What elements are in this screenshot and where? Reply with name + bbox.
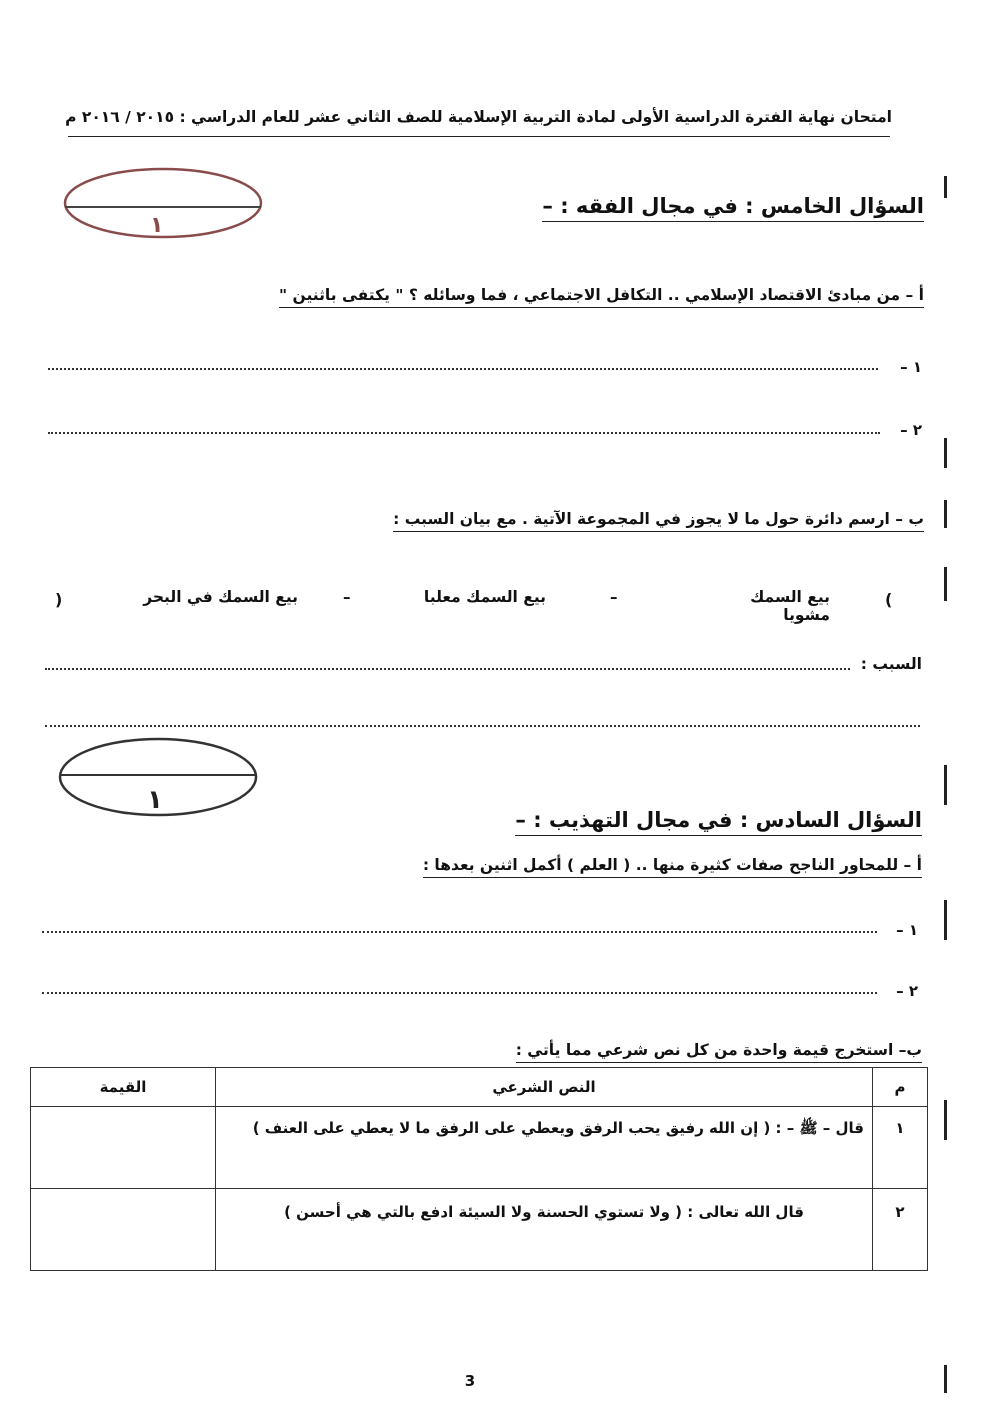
scan-edge-mark: [944, 567, 947, 601]
q5-b-close-paren: ): [55, 590, 63, 609]
table-row: [31, 1189, 928, 1271]
q5-score-oval: [55, 163, 275, 243]
scan-edge-mark: [944, 900, 947, 940]
table-header-text: النص الشرعي: [216, 1068, 873, 1107]
q5-a-answer-line-2[interactable]: [48, 432, 880, 434]
scan-edge-mark: [944, 500, 947, 528]
values-table-header: [31, 1068, 928, 1107]
table-row-value-cell[interactable]: [31, 1189, 216, 1271]
exam-header-title: امتحان نهاية الفترة الدراسية الأولى لمادة التربية الإسلامية للصف الثاني عشر للعام الدراسي : ٢٠١٥ / ٢٠١٦ م: [65, 108, 892, 126]
table-header-index: م: [873, 1068, 928, 1107]
q5-b-item-3[interactable]: بيع السمك في البحر: [143, 588, 298, 606]
q5-title: السؤال الخامس : في مجال الفقه : –: [542, 194, 924, 222]
scan-edge-mark: [944, 765, 947, 805]
q6-title: السؤال السادس : في مجال التهذيب : –: [515, 808, 922, 836]
q5-b-reason-label: السبب :: [860, 655, 922, 673]
q5-score-value: ١: [150, 213, 164, 238]
header-underline: [68, 136, 890, 137]
table-row-value-cell[interactable]: [31, 1107, 216, 1189]
q6-a-line2-number: ٢ –: [896, 982, 918, 1000]
q5-a-line1-number: ١ –: [900, 358, 922, 376]
q6-a-answer-line-1[interactable]: [42, 931, 877, 933]
table-header-value: القيمة: [31, 1068, 216, 1107]
q5-b-item-1[interactable]: بيع السمك مشويا: [750, 588, 830, 624]
q5-a-line2-number: ٢ –: [900, 421, 922, 439]
q6-part-b-prompt: ب– استخرج قيمة واحدة من كل نص شرعي مما يأتي :: [516, 1041, 922, 1063]
scan-edge-mark: [944, 1365, 947, 1393]
scan-edge-mark: [944, 438, 947, 468]
q5-b-reason-line-2[interactable]: [45, 725, 920, 727]
q6-a-line1-number: ١ –: [896, 921, 918, 939]
table-row: [31, 1107, 928, 1189]
table-row-text: قال – ﷺ – : ( إن الله رفيق يحب الرفق ويعطي على الرفق ما لا يعطي على العنف ): [216, 1107, 873, 1189]
q5-b-reason-line-1[interactable]: [45, 668, 850, 670]
scan-edge-mark: [944, 1100, 947, 1140]
q5-part-b-prompt: ب – ارسم دائرة حول ما لا يجوز في المجموعة الآتية . مع بيان السبب :: [393, 510, 924, 532]
q5-b-open-paren: (: [885, 590, 893, 609]
table-row-index: ١: [873, 1107, 928, 1189]
table-row-index: ٢: [873, 1189, 928, 1271]
table-row-text: قال الله تعالى : ( ولا تستوي الحسنة ولا السيئة ادفع بالتي هي أحسن ): [216, 1189, 873, 1271]
q6-part-a-prompt: أ – للمحاور الناجح صفات كثيرة منها .. ( العلم ) أكمل اثنين بعدها :: [423, 856, 922, 878]
values-table: [30, 1067, 928, 1271]
q5-part-a-prompt: أ – من مبادئ الاقتصاد الإسلامي .. التكافل الاجتماعي ، فما وسائله ؟ " يكتفى باثنين ": [279, 286, 924, 308]
q5-b-item-2[interactable]: بيع السمك معلبا: [423, 588, 546, 606]
q5-a-answer-line-1[interactable]: [48, 368, 878, 370]
page-number: 3: [464, 1372, 476, 1390]
q5-b-dash-1: –: [610, 588, 618, 606]
q6-score-value: ١: [147, 785, 163, 815]
scan-edge-mark: [944, 176, 947, 198]
q6-a-answer-line-2[interactable]: [42, 992, 877, 994]
q5-b-dash-2: –: [343, 588, 351, 606]
